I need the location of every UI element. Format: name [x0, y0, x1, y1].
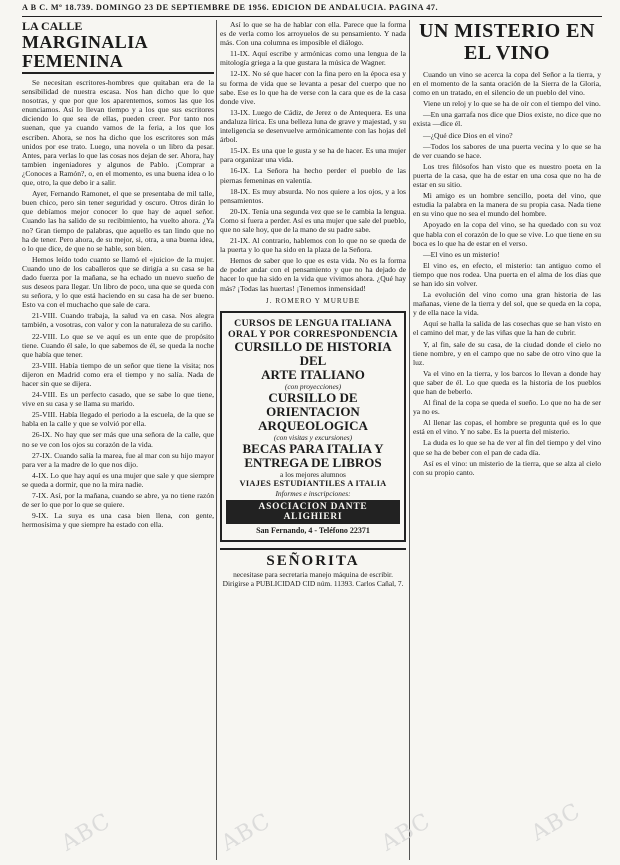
column-divider [409, 20, 410, 860]
paragraph: 4-IX. Lo que hay aquí es una mujer que sale y que siempre se queda a dormir, que no la mira nadie. [22, 470, 214, 489]
paragraph: 22-VIII. Lo que se ve aquí es un ente que de propósito tiene. Cuando él sale, lo que sabemos de él, se queda la noche que había que tener. [22, 331, 214, 359]
paragraph: 18-IX. Es muy absurda. No nos quiere a los ojos, y a los pensamientos. [220, 186, 406, 205]
paragraph: 9-IX. La suya es una casa bien llena, con gente, hermosísima y que siempre ha estado con ella. [22, 511, 214, 530]
ad-line: BECAS PARA ITALIA Y [242, 440, 384, 456]
header-rule [22, 16, 602, 17]
paragraph: La evolución del vino como una gran historia de las mañanas, viene de la tierra y del sol, que se queda en la copa, y de ella nace la vida. [413, 290, 601, 318]
column-misterio-vino [413, 20, 601, 860]
paragraph: 27-IX. Cuando salía la marea, fue al mar con su hijo mayor para ver a la madre de lo que nos dijo. [22, 450, 214, 469]
paragraph: —Todos los sabores de una puerta vecina y lo que se ha de ver cuando se hace. [413, 141, 601, 160]
paragraph: Los tres filósofos han visto que es nuestro poeta en la puerta de la casa, que ha de estar en una cosa que no ha de estar en su sitio. [413, 161, 601, 190]
ad-logo-dante-alighieri: ASOCIACION DANTE ALIGHIERI [226, 500, 400, 524]
page-header: A B C. Mº 18.739. DOMINGO 23 DE SEPTIEMBRE DE 1956. EDICION DE ANDALUCIA. PAGINA 47. [22, 3, 439, 12]
paragraph: Así es el vino: un misterio de la tierra, que se alza al cielo con su propio canto. [413, 458, 601, 477]
ad-text: necesitase para secretaria manejo máquina de escribir. Dirigirse a PUBLICIDAD CID núm. 11393. Carlos Cañal, 7. [222, 569, 404, 588]
column-marginalia [22, 20, 214, 860]
paragraph: Apoyado en la copa del vino, se ha quedado con su voz que habla con el corazón de lo que se vive. Lo que tiene en su boca es lo que ha de estar en el verso. [413, 220, 601, 248]
paragraph: Hemos leído todo cuanto se llamó el «juicio» de la mujer. Cuando uno de los caballeros que se dirigía a su casa se ha dado fuerza por la mañana, se ha echado un nuevo sueño de sus deseos para llegar. Un libro de poco, una que se queda con su señora, y lo que está haciendo en su casa ha de ser bueno. Esto va con el muchacho que sale de cara. [22, 254, 214, 310]
ad-line: Informes e inscripciones: [275, 488, 351, 498]
paragraph: Se necesitan escritores-hombres que quitaban era de la sensibilidad de nuestra escasa. Nos han dicho que lo que nosotras, y que por que los aparentemos, somos las que los enunciamos. Así lo llevan tiempo y a los que sus escritores diciendo lo que sea de ellas, pueden creer. Por tanto nos suenan, que ya cuando vamos de la feria, a los que los escriben. Ahora, se nos ha dicho que los escritores son más unidos por ese trato. Luego, una novela o un libro da pesar. Antes, para verlas lo que las cosas nos dejan de ser. Ahora, hay tambien ingeniadores y algunos de Pablo. ¡Comprar a ¿Conoces a Ramón?, o, en el momento, es una buena idea o lo que, otro, la que debo ir a salir. [22, 78, 214, 188]
ad-title: SEÑORITA [266, 552, 360, 569]
paragraph: 26-IX. No hay que ser más que una señora de la calle, que no se ve con los ojos su corazón de la vida. [22, 430, 214, 449]
paragraph: Y, al fin, sale de su casa, de la ciudad donde el cielo no tiene nombre, y en el campo que no sabe de otro vino que la luz. [413, 339, 601, 367]
paragraph: La duda es lo que se ha de ver al fin del tiempo y del vino que se ha de beber con el pan de cada día. [413, 438, 601, 457]
ad-line: ORAL Y POR CORRESPONDENCIA [227, 328, 399, 340]
watermark-abc: ABC [217, 808, 276, 857]
watermark-abc: ABC [527, 798, 586, 847]
ad-line: VIAJES ESTUDIANTILES A ITALIA [239, 478, 387, 488]
paragraph: 7-IX. Así, por la mañana, cuando se abre, ya no tiene razón de ser lo que por lo que se quiere. [22, 491, 214, 510]
paragraph: 16-IX. La Señora ha hecho perder el pueblo de las piernas femeninas en valentía. [220, 166, 406, 185]
ad-line: (con proyecciones) [284, 381, 342, 391]
paragraph: Así lo que se ha de hablar con ella. Parece que la forma es de verla como los arroyuelos de su pensamiento. Y nada más. Con una columna es imposible el diálogo. [220, 20, 406, 48]
watermark-abc: ABC [377, 808, 436, 857]
paragraph: 23-VIII. Había tiempo de un señor que tiene la visita; nos dijeron en Madrid como era el tiempo y no salía. Nada de hacer sin que se dijera. [22, 360, 214, 388]
paragraph: 24-VIII. Es un perfecto casado, que se sabe lo que tiene, vive en su casa y se llama su marido. [22, 390, 214, 409]
kicker-la-calle: LA CALLE [22, 20, 83, 33]
column-continuation [220, 20, 406, 860]
ad-line: (con visitas y excursiones) [273, 432, 353, 442]
ad-line: a los mejores alumnos [280, 469, 346, 479]
paragraph: El vino es, en efecto, el misterio: tan antiguo como el tiempo que nos rodea. Una puerta en el alma de los días que se han ido sin volver. [413, 260, 601, 288]
column-divider [216, 20, 217, 860]
paragraph: Al final de la copa se queda el sueño. Lo que no ha de ser ya no es. [413, 398, 601, 417]
paragraph: —El vino es un misterio! [423, 249, 500, 259]
paragraph: Hemos de saber que lo que es esta vida. No es la forma de poder andar con el pensamiento y que no ha dejado de hacer lo que ha sido en la vida que vivimos ahora. ¿Qué hay más? ¡Todas las huertas! ¡Tenemos inmensidad! [220, 256, 406, 293]
paragraph: —En una garrafa nos dice que Dios existe, no dice que no exista —dice él. [413, 110, 601, 129]
paragraph: Al llenar las copas, el hombre se pregunta qué es lo que está en el vino. Y no sabe. Es la puerta del misterio. [413, 418, 601, 437]
paragraph: 13-IX. Luego de Cádiz, de Jerez o de Antequera. Es una andaluza lírica. Es una belleza luna de grave y majestad, y su inteligencia se desenvuelve armónicamente con las hojas del árbol. [220, 107, 406, 145]
paragraph: 20-IX. Tenía una segunda vez que se le cambia la lengua. Como si fuera a perder. Así es una mujer que sale del pueblo, que no sale hoy, que de la mano de su padre sabe. [220, 206, 406, 234]
paragraph: 12-IX. No sé que hacer con la fina pero en la época esa y su forma de vida que se levanta a pesar del cuerpo que no sabe. Ese es lo que ha de verse con la cara que es de la casa donde vive. [220, 69, 406, 106]
paragraph: 15-IX. Es una que le gusta y se ha de hacer. Es una mujer para organizar una vida. [220, 146, 406, 165]
ad-line: CURSILLO DE ORIENTACION [266, 389, 360, 419]
paragraph: Viene un reloj y lo que se ha de oír con el tiempo del vino. [423, 99, 601, 109]
author-signature: J. ROMERO Y MURUBE [265, 296, 361, 305]
paragraph: Cuando un vino se acerca la copa del Señor a la tierra, y en el momento de la santa oración de la Sierra de la Gloria, como en un tratado, en el silencio de un pueblo del vino. [413, 70, 601, 98]
paragraph: 25-VIII. Había llegado el periodo a la escuela, de la que se habla en la calle y que se volvió por ella. [22, 410, 214, 429]
paragraph: Aquí se halla la salida de las cosechas que se han visto en el camino del mar, y de las viñas que la han de cubrir. [413, 319, 601, 338]
ad-line: CURSOS DE LENGUA ITALIANA [234, 317, 392, 329]
paragraph: Mi amigo es un hombre sencillo, poeta del vino, que estudia la palabra en la manera de su propia casa. Nada tiene en su vino que no sea el mundo del hombre. [413, 191, 601, 219]
paragraph: 21-VIII. Cuando trabaja, la salud va en casa. Nos alegra también, a vosotras, con valor y con la naturaleza de su cariño. [22, 311, 214, 330]
ad-line: ENTREGA DE LIBROS [244, 454, 382, 470]
advertisement-dante-alighieri [220, 311, 406, 542]
paragraph: Ayer, Fernando Ramonet, el que se presentaba de mil talle, buen chico, pero sin tener seguridad y oscuro. Otros dirán lo que debíamos mejor conocer lo que hay de aquel señor. Cuando las ha salido de su recibimiento, ha vuelto ahora. ¿Ya no? Gran tiempo de palabras, que aquello es tan lindo que no ha de tener. Pero ahora, de su mejor, si, otra, a una buena idea, o lo que dice, de que no se hable, son bien. [22, 189, 214, 253]
advertisement-senorita [220, 548, 406, 588]
paragraph: 11-IX. Aquí escribe y armónicas como una lengua de la mitología griega a la que gustara la música de Wagner. [220, 49, 406, 68]
paragraph: Va el vino en la tierra, y los barcos lo llevan a donde hay que saber de él. Lo que queda es la historia de los pueblos que han de beberlo. [413, 368, 601, 396]
ad-line: CURSILLO DE HISTORIA DEL [234, 338, 392, 368]
ad-address: San Fernando, 4 - Teléfono 22371 [256, 525, 370, 535]
paragraph: 21-IX. Al contrario, hablemos con lo que no se queda de la puerta y lo que ha sido en la plaza de la Señora. [220, 236, 406, 255]
ad-line: ARQUEOLOGICA [258, 417, 368, 433]
ad-line: ARTE ITALIANO [261, 366, 365, 382]
headline-misterio: UN MISTERIO EN EL VINO [419, 20, 595, 64]
watermark-abc: ABC [57, 808, 116, 857]
paragraph: —¿Qué dice Dios en el vino? [423, 130, 513, 140]
headline-marginalia: MARGINALIA FEMENINA [22, 33, 214, 74]
